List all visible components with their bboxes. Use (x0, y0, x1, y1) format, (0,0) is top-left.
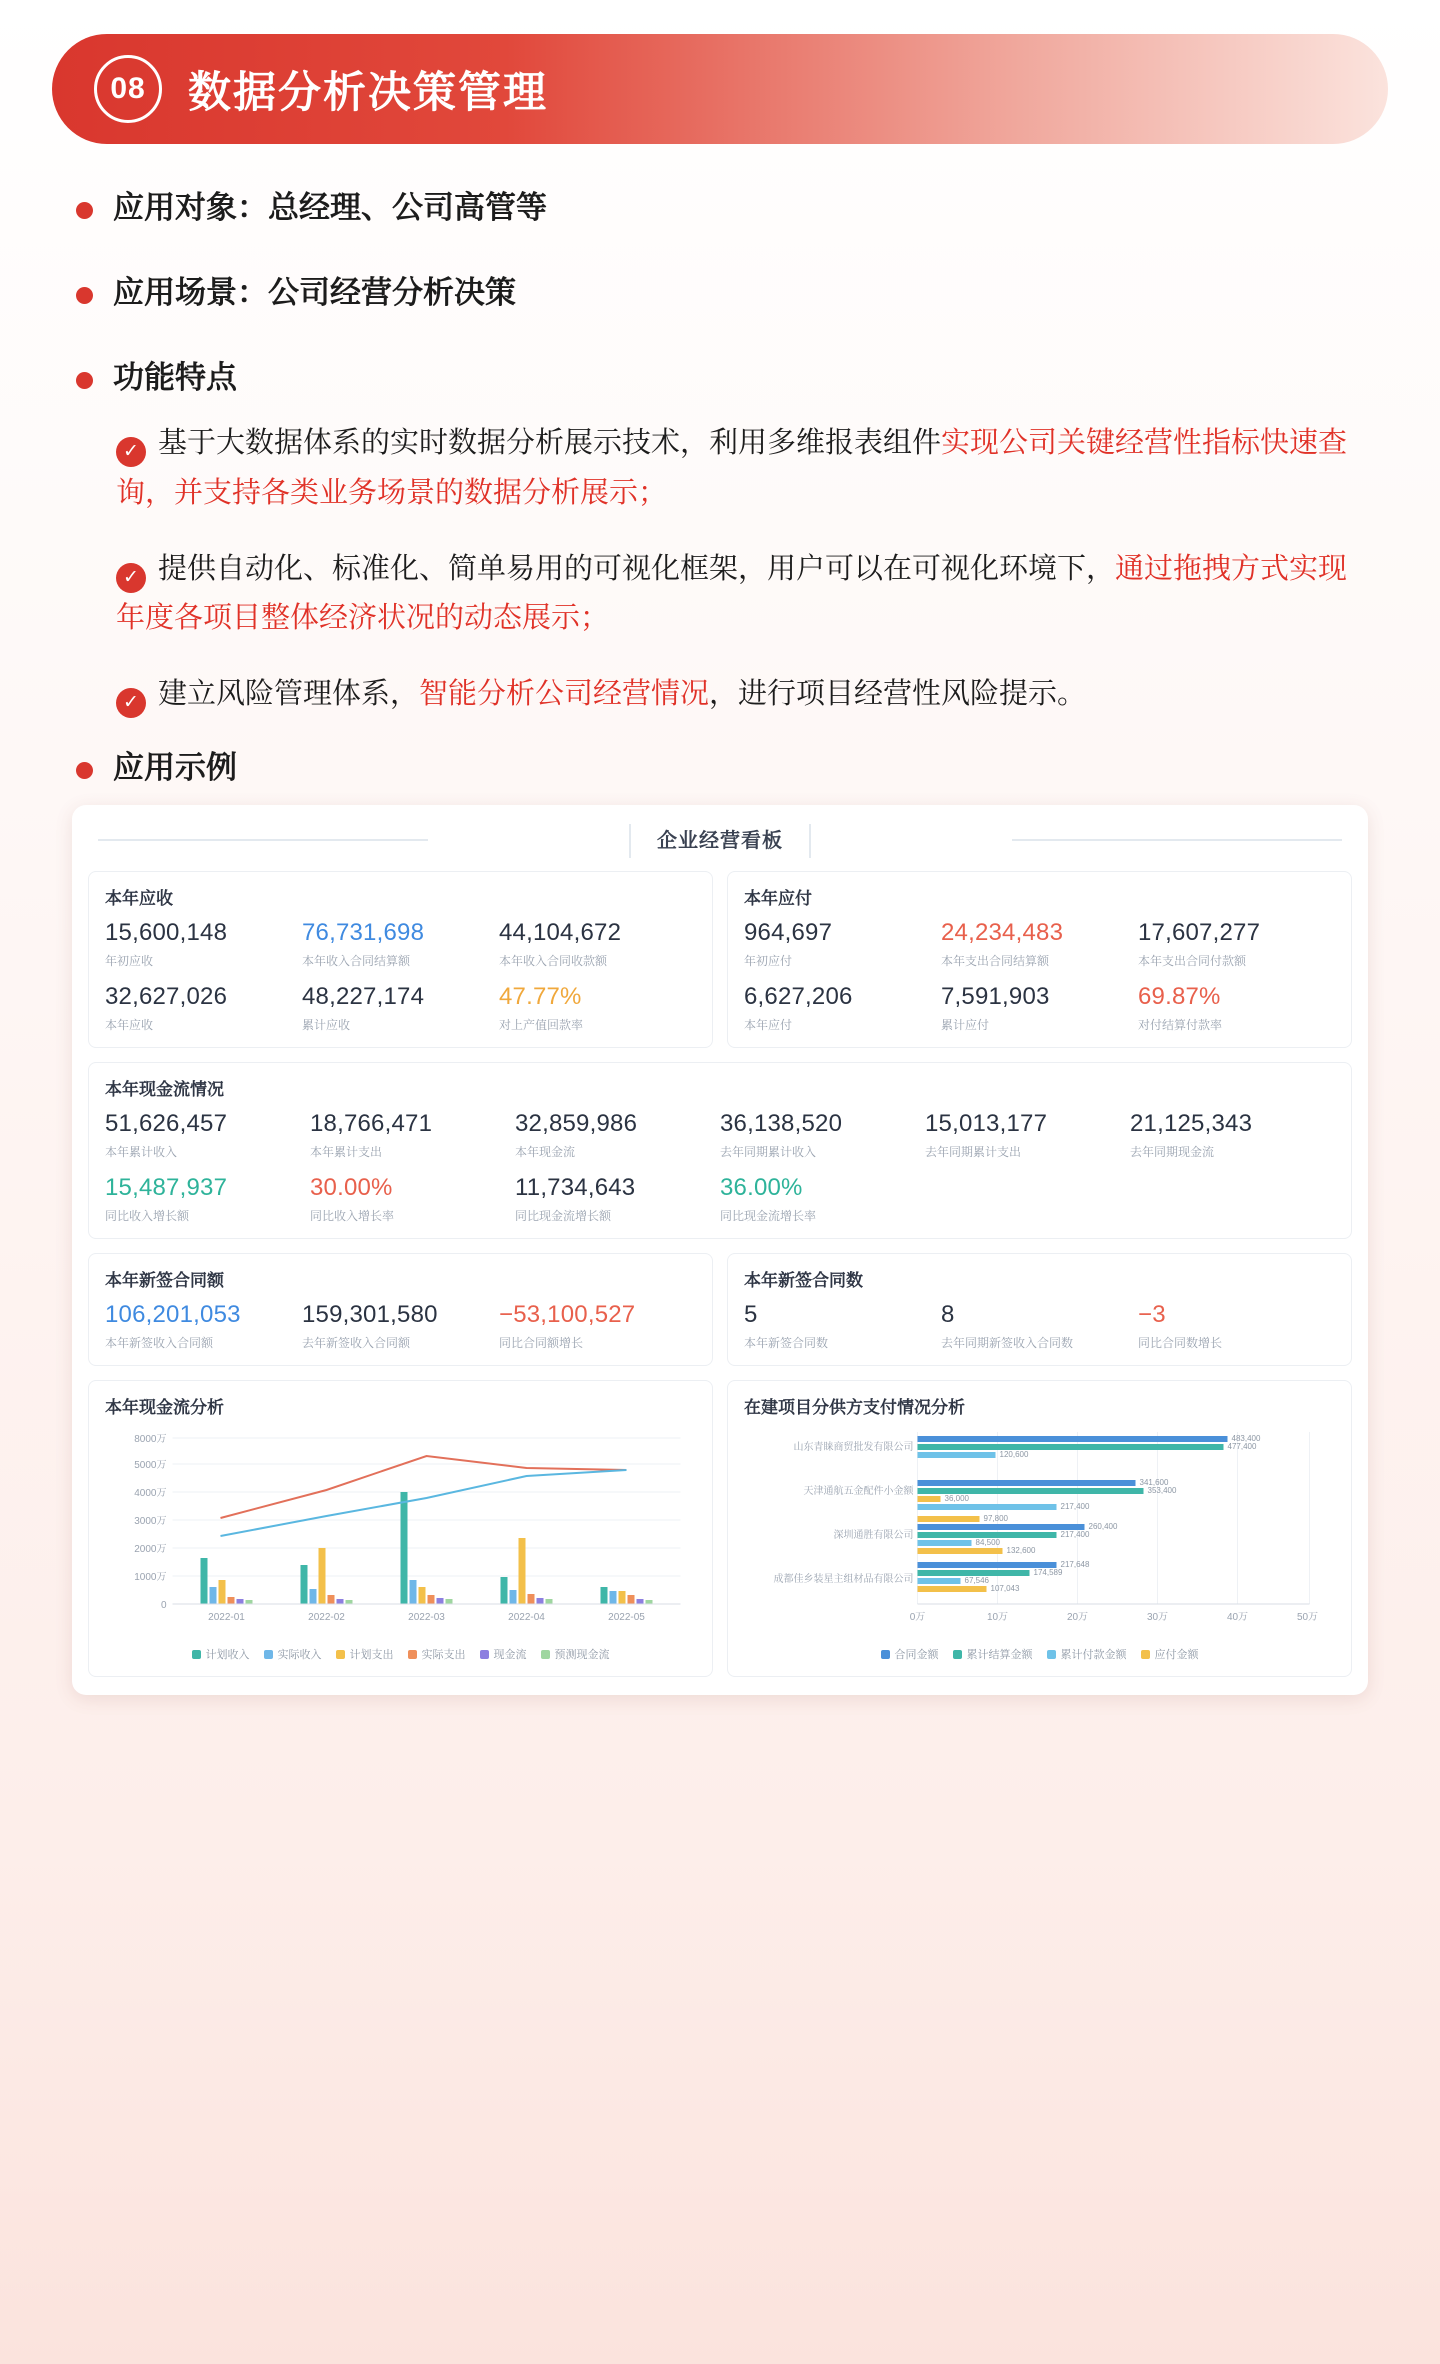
dashboard-screenshot (72, 805, 1368, 1695)
svg-text:217,648: 217,648 (1060, 1560, 1090, 1570)
kpi-label: 去年同期累计支出 (925, 1145, 1022, 1160)
kpi-row (744, 1301, 1335, 1351)
svg-text:120,600: 120,600 (999, 1450, 1029, 1460)
kpi-item (720, 1174, 925, 1224)
svg-text:97,800: 97,800 (983, 1514, 1008, 1524)
page-title: 数据分析决策管理 (188, 68, 548, 117)
feature-text-plain: 基于大数据体系的实时数据分析展示技术，利用多维报表组件 (158, 426, 942, 459)
feature-text-highlight: 实现公司关键经营性指标快速查询，并支持各类业务场景的数据分析展示； (116, 426, 1348, 509)
kpi-label: 本年累计支出 (310, 1145, 383, 1160)
kpi-value: 44,104,672 (499, 919, 622, 947)
kpi-item (105, 1174, 310, 1224)
panel-contract-amount (88, 1253, 713, 1366)
kpi-label: 同比现金流增长率 (720, 1209, 817, 1224)
svg-text:107,043: 107,043 (990, 1584, 1020, 1594)
legend-item: 实际收入 (264, 1646, 322, 1662)
svg-text:67,546: 67,546 (964, 1576, 989, 1586)
kpi-item (744, 983, 941, 1033)
svg-text:0: 0 (160, 1600, 167, 1612)
feature-text-plain: 提供自动化、标准化、简单易用的可视化框架，用户可以在可视化环境下， (158, 552, 1116, 585)
svg-text:353,400: 353,400 (1147, 1486, 1177, 1496)
svg-text:2022-03: 2022-03 (408, 1612, 445, 1624)
kpi-label: 同比合同额增长 (499, 1336, 584, 1351)
receivable-payable-row (88, 871, 1352, 1048)
bullet-label: 应用场景： (113, 274, 268, 310)
kpi-value: 21,125,343 (1130, 1110, 1253, 1138)
panel-receivable (88, 871, 713, 1048)
kpi-item-empty (1130, 1174, 1335, 1224)
svg-text:260,400: 260,400 (1088, 1522, 1118, 1532)
kpi-item (499, 1301, 696, 1351)
kpi-row (105, 983, 696, 1033)
list-item (116, 670, 1370, 720)
list-item (116, 419, 1370, 519)
kpi-item (499, 919, 696, 969)
kpi-item (310, 1174, 515, 1224)
dashboard-title: 企业经营看板 (629, 824, 811, 858)
kpi-label: 本年新签合同数 (744, 1336, 829, 1351)
section-header (52, 34, 1388, 144)
svg-text:10万: 10万 (986, 1612, 1009, 1624)
svg-text:132,600: 132,600 (1006, 1546, 1036, 1556)
kpi-row (105, 1301, 696, 1351)
kpi-row (105, 1174, 1335, 1224)
chart-supplier-payment (727, 1380, 1352, 1677)
kpi-item (1138, 919, 1335, 969)
features-heading: 功能特点 (113, 359, 237, 395)
kpi-value: −3 (1138, 1301, 1166, 1329)
example-heading: 应用示例 (113, 750, 237, 786)
legend-item: 计划支出 (336, 1646, 394, 1662)
kpi-value: 32,859,986 (515, 1110, 638, 1138)
kpi-label: 本年累计收入 (105, 1145, 178, 1160)
charts-row (88, 1380, 1352, 1677)
kpi-value: −53,100,527 (499, 1301, 636, 1329)
svg-text:217,400: 217,400 (1060, 1530, 1090, 1540)
kpi-item (105, 1301, 302, 1351)
kpi-value: 76,731,698 (302, 919, 425, 947)
bullet-example (76, 746, 1370, 791)
kpi-label: 去年同期新签收入合同数 (941, 1336, 1074, 1351)
kpi-item (1138, 983, 1335, 1033)
kpi-label: 累计应付 (941, 1018, 990, 1033)
svg-text:50万: 50万 (1296, 1612, 1319, 1624)
kpi-value: 36,138,520 (720, 1110, 843, 1138)
kpi-value: 15,013,177 (925, 1110, 1048, 1138)
svg-text:2022-01: 2022-01 (208, 1612, 245, 1624)
kpi-label: 累计应收 (302, 1018, 351, 1033)
kpi-value: 106,201,053 (105, 1301, 241, 1329)
bullet-dot-icon (76, 372, 93, 389)
kpi-item (302, 919, 499, 969)
svg-text:483,400: 483,400 (1231, 1434, 1261, 1444)
chart-legend (744, 1646, 1335, 1662)
svg-text:2022-02: 2022-02 (308, 1612, 345, 1624)
kpi-label: 对上产值回款率 (499, 1018, 584, 1033)
kpi-value: 48,227,174 (302, 983, 425, 1011)
panel-contract-count (727, 1253, 1352, 1366)
decoration-line-right (1012, 839, 1342, 841)
kpi-value: 69.87% (1138, 983, 1221, 1011)
kpi-label: 年初应收 (105, 954, 154, 969)
bullet-application-scene (76, 271, 1370, 316)
kpi-item (925, 1110, 1130, 1160)
svg-text:36,000: 36,000 (944, 1494, 969, 1504)
kpi-value: 6,627,206 (744, 983, 853, 1011)
kpi-item (941, 1301, 1138, 1351)
kpi-item (302, 983, 499, 1033)
kpi-label: 本年应收 (105, 1018, 154, 1033)
legend-item: 现金流 (480, 1646, 527, 1662)
legend-item: 实际支出 (408, 1646, 466, 1662)
feature-text-plain: 建立风险管理体系， (158, 678, 420, 711)
svg-text:山东青睐商贸批发有限公司: 山东青睐商贸批发有限公司 (793, 1442, 914, 1454)
list-item (116, 545, 1370, 645)
kpi-item (515, 1174, 720, 1224)
bullet-application-target (76, 186, 1370, 231)
kpi-item (105, 919, 302, 969)
svg-text:174,589: 174,589 (1033, 1568, 1063, 1578)
svg-text:477,400: 477,400 (1227, 1442, 1257, 1452)
kpi-label: 本年收入合同结算额 (302, 954, 411, 969)
feature-text-highlight: 智能分析公司经营情况 (419, 678, 710, 711)
check-circle-icon: ✓ (116, 563, 146, 593)
kpi-item (105, 1110, 310, 1160)
kpi-value: 32,627,026 (105, 983, 228, 1011)
kpi-value: 51,626,457 (105, 1110, 228, 1138)
kpi-row (744, 983, 1335, 1033)
svg-text:8000万: 8000万 (134, 1434, 167, 1446)
svg-text:0万: 0万 (909, 1612, 926, 1624)
bullet-value: 总经理、公司高管等 (268, 190, 547, 225)
feature-text-highlight: 通过拖拽方式实现年度各项目整体经济状况的动态展示； (116, 552, 1348, 635)
cashflow-row (88, 1062, 1352, 1239)
chart-title: 本年现金流分析 (105, 1398, 224, 1418)
chart-plot-area (744, 1428, 1335, 1638)
kpi-value: 15,487,937 (105, 1174, 228, 1202)
panel-title: 本年现金流情况 (105, 1080, 224, 1100)
kpi-item (744, 1301, 941, 1351)
kpi-label: 对付结算付款率 (1138, 1018, 1223, 1033)
chart-cashflow-analysis (88, 1380, 713, 1677)
kpi-item (720, 1110, 925, 1160)
svg-text:2022-04: 2022-04 (508, 1612, 545, 1624)
feature-list (116, 419, 1370, 720)
kpi-item (744, 919, 941, 969)
kpi-label: 本年支出合同结算额 (941, 954, 1050, 969)
kpi-value: 36.00% (720, 1174, 803, 1202)
kpi-item (1130, 1110, 1335, 1160)
kpi-label: 本年支出合同付款额 (1138, 954, 1247, 969)
kpi-label: 去年同期累计收入 (720, 1145, 817, 1160)
svg-text:4000万: 4000万 (134, 1488, 167, 1500)
kpi-label: 同比收入增长率 (310, 1209, 395, 1224)
legend-item: 计划收入 (192, 1646, 250, 1662)
chart-plot-area (105, 1428, 696, 1638)
legend-item: 累计付款金额 (1047, 1646, 1127, 1662)
kpi-label: 本年收入合同收款额 (499, 954, 608, 969)
panel-title: 本年新签合同额 (105, 1271, 224, 1291)
svg-text:40万: 40万 (1226, 1612, 1249, 1624)
kpi-value: 159,301,580 (302, 1301, 438, 1329)
cashflow-chart-svg (105, 1428, 696, 1638)
kpi-value: 11,734,643 (515, 1174, 636, 1202)
svg-text:1000万: 1000万 (134, 1572, 167, 1584)
bullet-line (113, 186, 547, 231)
panel-title: 本年应付 (744, 889, 812, 909)
kpi-value: 8 (941, 1301, 955, 1329)
kpi-item-empty (925, 1174, 1130, 1224)
legend-item: 应付金额 (1141, 1646, 1199, 1662)
feature-text-post: ，进行项目经营性风险提示。 (709, 678, 1087, 711)
kpi-item (499, 983, 696, 1033)
legend-item: 预测现金流 (541, 1646, 610, 1662)
kpi-value: 964,697 (744, 919, 833, 947)
check-circle-icon: ✓ (116, 437, 146, 467)
check-circle-icon: ✓ (116, 688, 146, 718)
content-area (52, 144, 1388, 791)
kpi-label: 同比收入增长额 (105, 1209, 190, 1224)
bullet-features (76, 356, 1370, 401)
kpi-label: 去年同期现金流 (1130, 1145, 1215, 1160)
kpi-label: 本年新签收入合同额 (105, 1336, 214, 1351)
kpi-value: 15,600,148 (105, 919, 228, 947)
kpi-row (105, 919, 696, 969)
svg-text:217,400: 217,400 (1060, 1502, 1090, 1512)
kpi-item (941, 983, 1138, 1033)
panel-title: 本年应收 (105, 889, 173, 909)
kpi-value: 30.00% (310, 1174, 393, 1202)
kpi-item (515, 1110, 720, 1160)
kpi-row (744, 919, 1335, 969)
bullet-line (113, 271, 516, 316)
dashboard-header (88, 819, 1352, 863)
svg-text:5000万: 5000万 (134, 1460, 167, 1472)
kpi-item (310, 1110, 515, 1160)
svg-text:深圳通胜有限公司: 深圳通胜有限公司 (833, 1530, 914, 1542)
kpi-label: 年初应付 (744, 954, 793, 969)
kpi-value: 24,234,483 (941, 919, 1064, 947)
svg-text:341,600: 341,600 (1139, 1478, 1169, 1488)
kpi-label: 同比现金流增长额 (515, 1209, 612, 1224)
kpi-item (105, 983, 302, 1033)
kpi-label: 本年应付 (744, 1018, 793, 1033)
svg-text:2022-05: 2022-05 (608, 1612, 645, 1624)
kpi-item (302, 1301, 499, 1351)
kpi-row (105, 1110, 1335, 1160)
kpi-label: 去年新签收入合同额 (302, 1336, 411, 1351)
bullet-dot-icon (76, 202, 93, 219)
kpi-value: 7,591,903 (941, 983, 1050, 1011)
svg-text:2000万: 2000万 (134, 1544, 167, 1556)
svg-text:84,500: 84,500 (975, 1538, 1000, 1548)
chart-legend (105, 1646, 696, 1662)
svg-text:成都佳乡装星主组材品有限公司: 成都佳乡装星主组材品有限公司 (773, 1574, 914, 1586)
panel-cashflow (88, 1062, 1352, 1239)
panel-title: 本年新签合同数 (744, 1271, 863, 1291)
svg-text:20万: 20万 (1066, 1612, 1089, 1624)
decoration-line-left (98, 839, 428, 841)
chart-title: 在建项目分供方支付情况分析 (744, 1398, 965, 1418)
contract-row (88, 1253, 1352, 1366)
svg-text:3000万: 3000万 (134, 1516, 167, 1528)
kpi-value: 5 (744, 1301, 758, 1329)
kpi-value: 18,766,471 (310, 1110, 433, 1138)
bullet-label: 应用对象： (113, 190, 268, 225)
kpi-item (941, 919, 1138, 969)
svg-text:30万: 30万 (1146, 1612, 1169, 1624)
supplier-chart-svg (744, 1428, 1335, 1638)
kpi-label: 本年现金流 (515, 1145, 576, 1160)
kpi-value: 17,607,277 (1138, 919, 1261, 947)
section-number-badge: 08 (94, 55, 162, 123)
kpi-value: 47.77% (499, 983, 582, 1011)
bullet-value: 公司经营分析决策 (268, 274, 516, 310)
kpi-label: 同比合同数增长 (1138, 1336, 1223, 1351)
legend-item: 累计结算金额 (953, 1646, 1033, 1662)
kpi-item (1138, 1301, 1335, 1351)
bullet-dot-icon (76, 762, 93, 779)
svg-text:天津通航五金配件小金额: 天津通航五金配件小金额 (803, 1486, 914, 1498)
panel-payable (727, 871, 1352, 1048)
legend-item: 合同金额 (881, 1646, 939, 1662)
bullet-dot-icon (76, 287, 93, 304)
